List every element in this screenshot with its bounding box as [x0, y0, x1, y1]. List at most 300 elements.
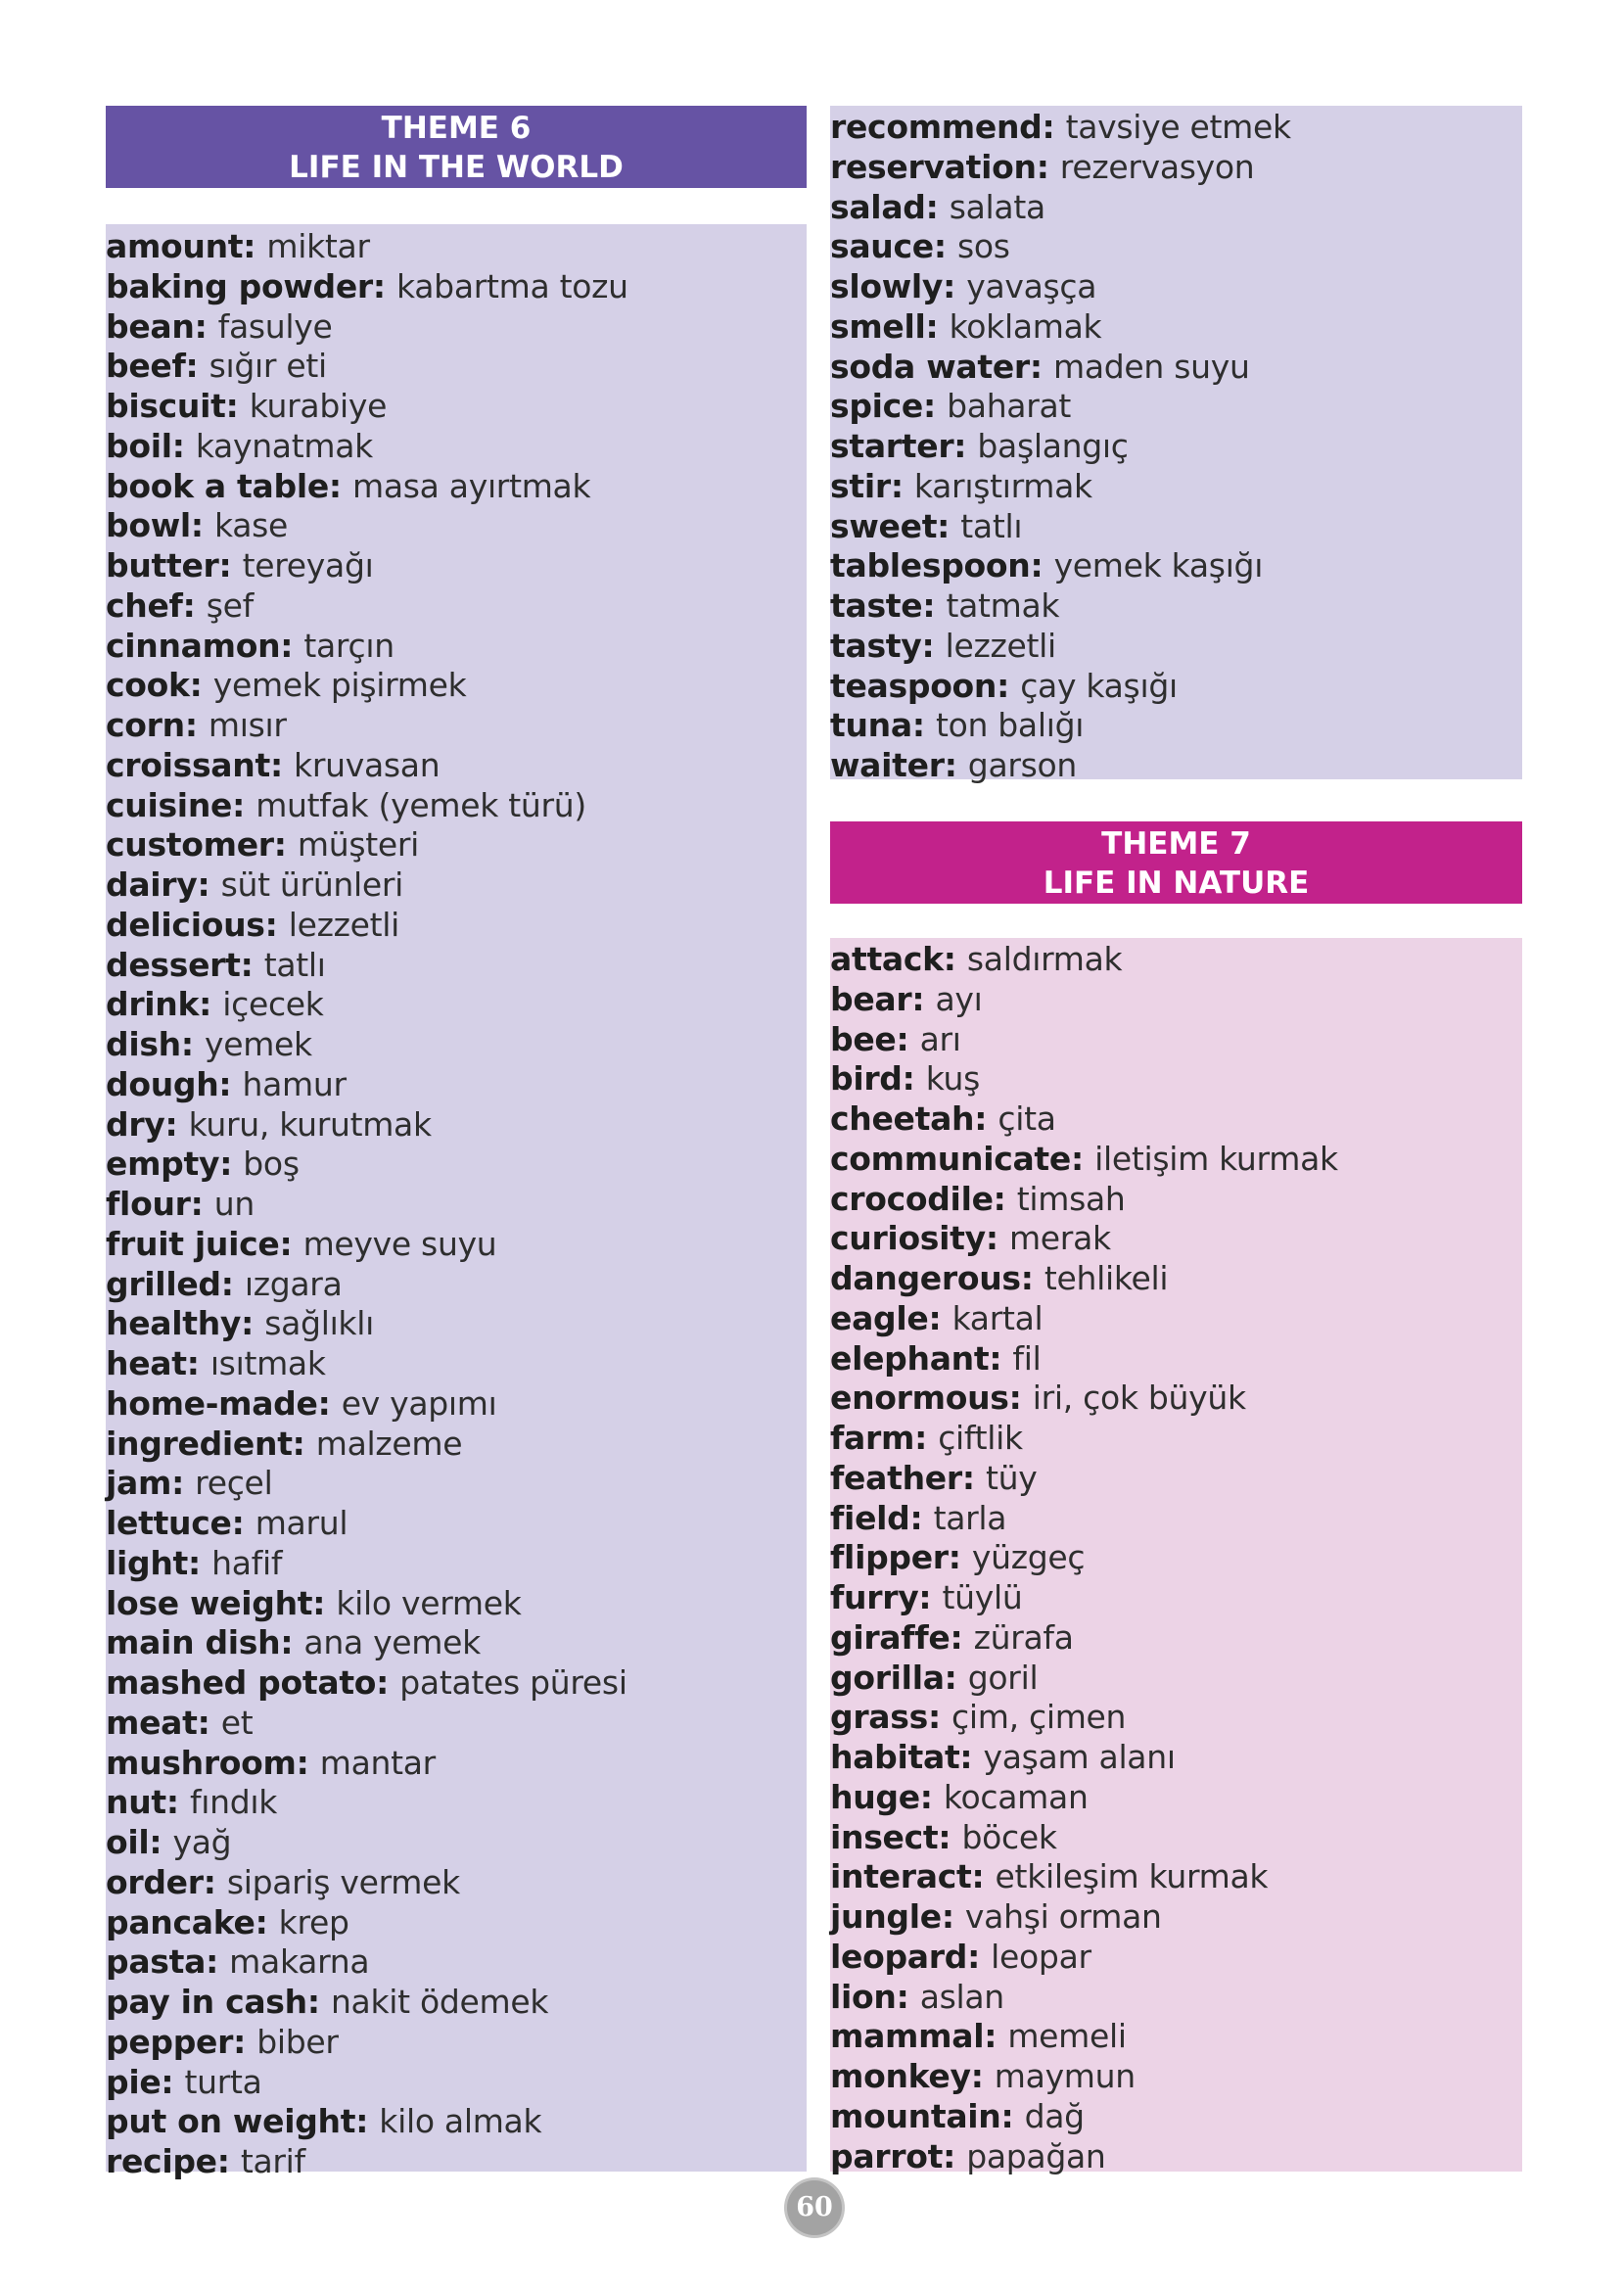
vocab-translation: mutfak (yemek türü) — [255, 785, 586, 824]
vocab-term: slowly — [830, 267, 944, 305]
vocab-entry: empty: boş — [106, 1145, 300, 1184]
vocab-translation: maymun — [994, 2057, 1136, 2095]
vocab-entry: gorilla: goril — [830, 1658, 1039, 1697]
vocab-entry: soda water: maden suyu — [830, 347, 1250, 386]
vocab-translation: papağan — [966, 2136, 1106, 2175]
vocab-translation: fasulye — [217, 306, 333, 346]
vocab-entry: bear: ayı — [830, 979, 983, 1018]
vocab-entry: habitat: yaşam alanı — [830, 1738, 1176, 1776]
vocab-entry: cook: yemek pişirmek — [106, 666, 467, 705]
vocab-term: chef — [106, 585, 183, 625]
vocab-term: smell — [830, 306, 926, 346]
theme7-banner — [830, 821, 1522, 904]
vocab-entry: oil: yağ — [106, 1823, 232, 1861]
vocab-entry: jungle: vahşi orman — [830, 1897, 1162, 1936]
vocab-entry: dessert: tatlı — [106, 945, 326, 984]
vocab-term: biscuit — [106, 387, 226, 425]
vocab-entry: mammal: memeli — [830, 2017, 1127, 2056]
vocab-translation: rezervasyon — [1059, 147, 1255, 186]
vocab-entry: starter: başlangıç — [830, 427, 1129, 465]
vocab-term: corn — [106, 706, 185, 744]
vocab-entry: recommend: tavsiye etmek — [830, 108, 1291, 146]
theme7-list — [830, 940, 1338, 2176]
vocab-translation: malzeme — [315, 1424, 463, 1463]
vocab-entry: butter: tereyağı — [106, 546, 374, 584]
vocab-term: bird — [830, 1059, 903, 1099]
vocab-term: cheetah — [830, 1099, 975, 1138]
vocab-term: furry — [830, 1578, 919, 1616]
vocab-term: sweet — [830, 506, 938, 545]
vocab-translation: baharat — [947, 387, 1072, 426]
vocab-entry: mushroom: mantar — [106, 1743, 436, 1782]
vocab-translation: nakit ödemek — [330, 1983, 549, 2021]
vocab-term: flipper — [830, 1538, 949, 1577]
vocab-term: recipe — [106, 2142, 217, 2180]
vocab-term: teaspoon — [830, 666, 998, 705]
vocab-entry: bean: fasulye — [106, 306, 333, 346]
vocab-term: elephant — [830, 1338, 990, 1378]
vocab-entry: sauce: sos — [830, 227, 1010, 266]
vocab-entry: biscuit: kurabiye — [106, 387, 388, 425]
vocab-term: recommend — [830, 108, 1043, 146]
vocab-entry: reservation: rezervasyon — [830, 147, 1255, 186]
vocab-term: mammal — [830, 2017, 985, 2056]
vocab-term: tablespoon — [830, 546, 1031, 585]
vocab-term: fruit juice — [106, 1224, 280, 1263]
vocab-translation: arı — [919, 1019, 961, 1058]
vocab-entry: light: hafif — [106, 1543, 283, 1582]
vocab-translation: tarla — [933, 1498, 1007, 1537]
vocab-entry: chef: şef — [106, 585, 254, 625]
vocab-term: cuisine — [106, 785, 233, 824]
vocab-term: grilled — [106, 1264, 221, 1303]
vocab-entry: leopard: leopar — [830, 1937, 1091, 1976]
vocab-term: salad — [830, 187, 926, 226]
vocab-term: gorilla — [830, 1658, 945, 1697]
vocab-entry: cinnamon: tarçın — [106, 626, 394, 665]
theme6-title-line2: LIFE IN THE WORLD — [289, 150, 624, 185]
vocab-term: empty — [106, 1145, 220, 1184]
vocab-translation: yemek pişirmek — [212, 666, 467, 705]
vocab-term: drink — [106, 985, 200, 1024]
vocab-term: stir — [830, 466, 891, 505]
vocab-term: habitat — [830, 1738, 960, 1776]
vocab-term: monkey — [830, 2057, 971, 2095]
vocab-term: soda water — [830, 347, 1030, 386]
vocab-translation: iri, çok büyük — [1032, 1379, 1246, 1418]
vocab-entry: teaspoon: çay kaşığı — [830, 666, 1178, 705]
vocab-term: amount — [106, 227, 244, 265]
vocab-translation: kaynatmak — [195, 426, 373, 465]
theme6-title-line1: THEME 6 — [381, 111, 532, 146]
vocab-term: lettuce — [106, 1504, 232, 1542]
vocab-entry: interact: etkileşim kurmak — [830, 1857, 1269, 1896]
vocab-translation: leopar — [991, 1937, 1091, 1976]
vocab-translation: patates püresi — [399, 1663, 627, 1702]
vocab-entry: baking powder: kabartma tozu — [106, 266, 628, 305]
vocab-translation: timsah — [1016, 1179, 1126, 1218]
vocab-entry: flipper: yüzgeç — [830, 1538, 1086, 1577]
vocab-entry: feather: tüy — [830, 1458, 1038, 1497]
vocab-translation: hamur — [242, 1064, 347, 1103]
vocab-translation: yağ — [172, 1823, 232, 1861]
vocab-term: pasta — [106, 1942, 207, 1982]
vocab-translation: ısıtmak — [209, 1344, 326, 1382]
vocab-term: lion — [830, 1977, 897, 2016]
vocab-entry: pancake: krep — [106, 1902, 349, 1941]
vocab-term: reservation — [830, 147, 1037, 186]
vocab-entry: ingredient: malzeme — [106, 1424, 463, 1463]
vocab-entry: waiter: garson — [830, 746, 1078, 784]
vocab-term: bean — [106, 306, 195, 346]
vocab-translation: etkileşim kurmak — [995, 1857, 1269, 1896]
vocab-term: enormous — [830, 1379, 1009, 1418]
vocab-entry: elephant: fil — [830, 1338, 1042, 1378]
vocab-translation: ayı — [935, 979, 983, 1018]
vocab-term: order — [106, 1862, 204, 1901]
vocab-translation: kartal — [951, 1298, 1044, 1337]
vocab-entry: drink: içecek — [106, 985, 324, 1024]
vocab-translation: masa ayırtmak — [352, 466, 591, 505]
vocab-translation: çiftlik — [938, 1419, 1023, 1457]
vocab-term: dough — [106, 1064, 219, 1103]
vocab-term: customer — [106, 825, 274, 865]
vocab-term: grass — [830, 1698, 928, 1737]
vocab-entry: lion: aslan — [830, 1977, 1004, 2016]
vocab-term: main dish — [106, 1623, 281, 1662]
vocab-term: spice — [830, 387, 924, 426]
vocab-translation: tereyağı — [242, 546, 374, 584]
vocab-translation: kase — [214, 506, 289, 545]
vocab-entry: pie: turta — [106, 2062, 262, 2101]
vocab-translation: kuru, kurutmak — [188, 1104, 432, 1144]
vocab-term: interact — [830, 1857, 972, 1896]
vocab-translation: salata — [949, 187, 1045, 226]
vocab-entry: giraffe: zürafa — [830, 1617, 1074, 1657]
vocab-translation: tüy — [985, 1458, 1038, 1497]
vocab-translation: tatlı — [263, 945, 326, 984]
vocab-translation: ton balığı — [935, 706, 1085, 745]
vocab-term: parrot — [830, 2136, 944, 2175]
vocab-translation: şef — [206, 585, 254, 625]
vocab-entry: croissant: kruvasan — [106, 745, 441, 784]
vocab-term: nut — [106, 1783, 166, 1822]
vocab-term: crocodile — [830, 1179, 994, 1218]
vocab-term: field — [830, 1498, 910, 1537]
vocab-entry: parrot: papağan — [830, 2136, 1106, 2175]
vocab-term: oil — [106, 1823, 150, 1861]
vocab-term: huge — [830, 1777, 920, 1816]
vocab-entry: bee: arı — [830, 1019, 961, 1058]
vocab-entry: put on weight: kilo almak — [106, 2102, 542, 2141]
vocab-term: meat — [106, 1703, 198, 1742]
vocab-translation: fil — [1012, 1338, 1042, 1378]
vocab-term: lose weight — [106, 1583, 313, 1622]
vocab-translation: tatlı — [960, 506, 1023, 545]
vocab-translation: et — [220, 1703, 254, 1742]
vocab-term: dessert — [106, 945, 241, 984]
vocab-term: cook — [106, 666, 190, 705]
vocab-translation: memeli — [1007, 2017, 1127, 2056]
vocab-translation: tatmak — [946, 586, 1060, 625]
vocab-translation: yemek — [204, 1025, 312, 1063]
vocab-entry: field: tarla — [830, 1498, 1007, 1537]
vocab-term: healthy — [106, 1304, 242, 1343]
vocab-entry: bowl: kase — [106, 506, 289, 545]
vocab-term: put on weight — [106, 2102, 356, 2141]
vocab-term: dairy — [106, 865, 198, 904]
vocab-term: tasty — [830, 626, 922, 665]
vocab-translation: dağ — [1024, 2096, 1085, 2135]
vocab-term: beef — [106, 347, 186, 386]
vocab-translation: marul — [255, 1504, 348, 1542]
vocab-term: flour — [106, 1185, 191, 1223]
vocab-translation: kilo vermek — [336, 1583, 522, 1622]
vocab-term: butter — [106, 546, 219, 584]
vocab-translation: vahşi orman — [964, 1897, 1162, 1936]
vocab-term: delicious — [106, 905, 265, 944]
vocab-term: pie — [106, 2062, 162, 2101]
vocab-term: giraffe — [830, 1617, 951, 1657]
vocab-translation: ızgara — [244, 1264, 343, 1303]
vocab-translation: garson — [967, 746, 1078, 784]
vocab-term: bee — [830, 1019, 897, 1058]
vocab-entry: book a table: masa ayırtmak — [106, 466, 591, 505]
vocab-term: leopard — [830, 1937, 968, 1976]
vocab-entry: furry: tüylü — [830, 1578, 1023, 1616]
vocab-translation: meyve suyu — [302, 1224, 497, 1263]
vocab-entry: recipe: tarif — [106, 2142, 305, 2180]
page-number: 60 — [787, 2180, 842, 2235]
vocab-term: mushroom — [106, 1743, 297, 1782]
vocab-entry: spice: baharat — [830, 387, 1072, 426]
vocab-entry: grass: çim, çimen — [830, 1698, 1127, 1737]
vocab-entry: jam: reçel — [106, 1464, 273, 1503]
vocab-translation: fındık — [189, 1783, 278, 1822]
vocab-term: pay in cash — [106, 1983, 307, 2021]
vocab-entry: eagle: kartal — [830, 1298, 1044, 1337]
vocab-translation: tüylü — [942, 1578, 1023, 1616]
vocab-translation: karıştırmak — [913, 466, 1092, 505]
vocab-entry: dry: kuru, kurutmak — [106, 1104, 432, 1144]
vocab-term: sauce — [830, 227, 934, 266]
theme7-title-line2: LIFE IN NATURE — [1043, 865, 1310, 901]
vocab-entry: cheetah: çita — [830, 1099, 1056, 1138]
vocab-translation: yaşam alanı — [983, 1738, 1176, 1776]
vocab-entry: huge: kocaman — [830, 1777, 1089, 1816]
vocab-entry: salad: salata — [830, 187, 1045, 226]
vocab-entry: customer: müşteri — [106, 825, 420, 865]
vocab-term: farm — [830, 1419, 915, 1457]
vocab-term: cinnamon — [106, 626, 281, 665]
theme6-column2-list — [830, 108, 1291, 786]
vocab-translation: tavsiye etmek — [1065, 108, 1291, 146]
vocab-entry: lose weight: kilo vermek — [106, 1583, 522, 1622]
vocab-translation: makarna — [229, 1942, 370, 1982]
vocab-translation: sos — [956, 227, 1010, 266]
vocab-translation: krep — [278, 1902, 349, 1941]
vocab-translation: miktar — [266, 227, 370, 265]
vocab-term: insect — [830, 1817, 939, 1856]
vocab-translation: ana yemek — [303, 1623, 481, 1662]
vocab-translation: mantar — [319, 1743, 436, 1782]
vocab-translation: koklamak — [949, 306, 1102, 346]
vocab-translation: sağlıklı — [264, 1304, 374, 1343]
vocab-entry: communicate: iletişim kurmak — [830, 1139, 1338, 1178]
vocab-term: mashed potato — [106, 1663, 377, 1702]
vocab-term: tuna — [830, 706, 912, 745]
vocab-translation: goril — [967, 1658, 1039, 1697]
vocab-entry: pay in cash: nakit ödemek — [106, 1983, 549, 2021]
vocab-term: heat — [106, 1344, 187, 1382]
vocab-term: jungle — [830, 1897, 942, 1936]
vocab-translation: un — [213, 1185, 255, 1223]
vocab-entry: pepper: biber — [106, 2022, 339, 2061]
vocab-entry: nut: fındık — [106, 1783, 278, 1822]
vocab-translation: başlangıç — [977, 427, 1129, 465]
vocab-entry: flour: un — [106, 1185, 255, 1223]
vocab-term: book a table — [106, 466, 329, 505]
vocab-entry: order: sipariş vermek — [106, 1862, 460, 1901]
vocab-entry: delicious: lezzetli — [106, 905, 399, 944]
vocab-entry: dangerous: tehlikeli — [830, 1259, 1169, 1297]
vocab-entry: mashed potato: patates püresi — [106, 1663, 627, 1702]
vocab-entry: amount: miktar — [106, 227, 370, 265]
vocab-entry: dairy: süt ürünleri — [106, 865, 404, 904]
vocab-term: croissant — [106, 745, 270, 784]
vocab-translation: biber — [256, 2022, 339, 2061]
vocab-entry: sweet: tatlı — [830, 506, 1023, 545]
vocab-term: jam — [106, 1464, 172, 1503]
vocab-translation: sığır eti — [209, 347, 327, 386]
vocab-entry: tablespoon: yemek kaşığı — [830, 546, 1264, 585]
theme6-column1-list — [106, 227, 628, 2182]
vocab-entry: boil: kaynatmak — [106, 426, 373, 465]
vocab-translation: kilo almak — [379, 2102, 542, 2141]
vocab-entry: enormous: iri, çok büyük — [830, 1379, 1246, 1418]
vocab-entry: mountain: dağ — [830, 2096, 1085, 2135]
vocab-term: attack — [830, 940, 944, 978]
vocab-entry: crocodile: timsah — [830, 1179, 1126, 1218]
vocab-translation: lezzetli — [288, 905, 399, 944]
theme7-title-line1: THEME 7 — [1101, 826, 1251, 862]
vocab-entry: tuna: ton balığı — [830, 706, 1085, 745]
vocab-term: dish — [106, 1025, 181, 1063]
vocab-entry: fruit juice: meyve suyu — [106, 1224, 497, 1263]
vocab-translation: zürafa — [973, 1617, 1074, 1657]
vocab-translation: yavaşça — [966, 267, 1097, 305]
vocab-translation: reçel — [195, 1464, 273, 1503]
vocab-translation: merak — [1008, 1219, 1111, 1258]
vocab-term: feather — [830, 1458, 962, 1497]
vocab-entry: stir: karıştırmak — [830, 466, 1092, 505]
vocab-term: taste — [830, 586, 923, 625]
vocab-term: baking powder — [106, 266, 373, 305]
vocab-entry: heat: ısıtmak — [106, 1344, 326, 1382]
vocab-entry: grilled: ızgara — [106, 1264, 343, 1303]
vocab-entry: slowly: yavaşça — [830, 267, 1097, 305]
vocab-entry: monkey: maymun — [830, 2057, 1136, 2095]
vocab-translation: maden suyu — [1052, 347, 1250, 386]
vocab-translation: iletişim kurmak — [1094, 1139, 1338, 1178]
theme6-banner — [106, 106, 807, 188]
vocab-translation: çay kaşığı — [1020, 666, 1178, 705]
vocab-translation: aslan — [919, 1977, 1004, 2016]
vocab-translation: sipariş vermek — [226, 1862, 460, 1901]
vocab-translation: tarif — [240, 2142, 305, 2180]
vocab-entry: farm: çiftlik — [830, 1419, 1023, 1457]
vocab-translation: tarçın — [303, 626, 394, 665]
vocab-entry: smell: koklamak — [830, 306, 1102, 346]
vocab-entry: healthy: sağlıklı — [106, 1304, 374, 1343]
vocab-entry: main dish: ana yemek — [106, 1623, 481, 1662]
vocab-entry: corn: mısır — [106, 706, 287, 744]
vocab-term: communicate — [830, 1139, 1071, 1178]
vocab-translation: boş — [243, 1145, 300, 1184]
vocab-entry: beef: sığır eti — [106, 347, 327, 386]
vocab-entry: dish: yemek — [106, 1025, 312, 1063]
vocab-term: mountain — [830, 2096, 1001, 2135]
vocab-entry: curiosity: merak — [830, 1219, 1111, 1258]
vocab-translation: kurabiye — [249, 387, 388, 425]
vocab-translation: kocaman — [943, 1777, 1089, 1816]
vocab-entry: bird: kuş — [830, 1059, 981, 1099]
vocab-translation: saldırmak — [966, 940, 1123, 978]
vocab-entry: pasta: makarna — [106, 1942, 370, 1982]
vocab-term: boil — [106, 426, 172, 465]
vocab-translation: çita — [998, 1099, 1056, 1138]
vocab-term: bear — [830, 979, 912, 1018]
vocab-entry: home-made: ev yapımı — [106, 1383, 497, 1423]
vocab-translation: böcek — [961, 1817, 1057, 1856]
vocab-translation: hafif — [211, 1543, 283, 1582]
vocab-translation: kruvasan — [294, 745, 441, 784]
vocab-term: pancake — [106, 1902, 255, 1941]
vocab-translation: ev yapımı — [341, 1383, 497, 1423]
vocab-term: ingredient — [106, 1424, 293, 1463]
vocab-term: dry — [106, 1104, 165, 1144]
vocab-entry: attack: saldırmak — [830, 940, 1123, 978]
vocab-entry: insect: böcek — [830, 1817, 1057, 1856]
vocab-translation: yemek kaşığı — [1053, 546, 1264, 585]
vocab-translation: lezzetli — [945, 626, 1056, 665]
vocab-entry: meat: et — [106, 1703, 254, 1742]
vocab-term: pepper — [106, 2022, 234, 2061]
vocab-term: eagle — [830, 1298, 929, 1337]
vocab-term: light — [106, 1543, 189, 1582]
vocab-term: starter — [830, 427, 954, 465]
vocab-translation: tehlikeli — [1044, 1259, 1169, 1297]
vocab-translation: kuş — [925, 1059, 981, 1099]
vocab-term: home-made — [106, 1383, 318, 1423]
vocab-translation: süt ürünleri — [220, 865, 404, 904]
vocab-translation: çim, çimen — [951, 1698, 1127, 1737]
vocab-term: dangerous — [830, 1259, 1021, 1297]
vocab-translation: müşteri — [297, 825, 420, 865]
vocab-entry: cuisine: mutfak (yemek türü) — [106, 785, 586, 824]
vocab-term: curiosity — [830, 1219, 986, 1258]
vocab-entry: dough: hamur — [106, 1064, 347, 1103]
vocab-entry: taste: tatmak — [830, 586, 1060, 625]
vocab-translation: yüzgeç — [971, 1538, 1086, 1577]
vocab-term: waiter — [830, 746, 945, 784]
vocab-translation: mısır — [208, 706, 287, 744]
vocab-translation: kabartma tozu — [396, 266, 628, 305]
vocab-entry: tasty: lezzetli — [830, 626, 1056, 665]
vocab-entry: lettuce: marul — [106, 1504, 348, 1542]
vocab-translation: içecek — [222, 985, 324, 1024]
vocab-term: bowl — [106, 506, 191, 545]
